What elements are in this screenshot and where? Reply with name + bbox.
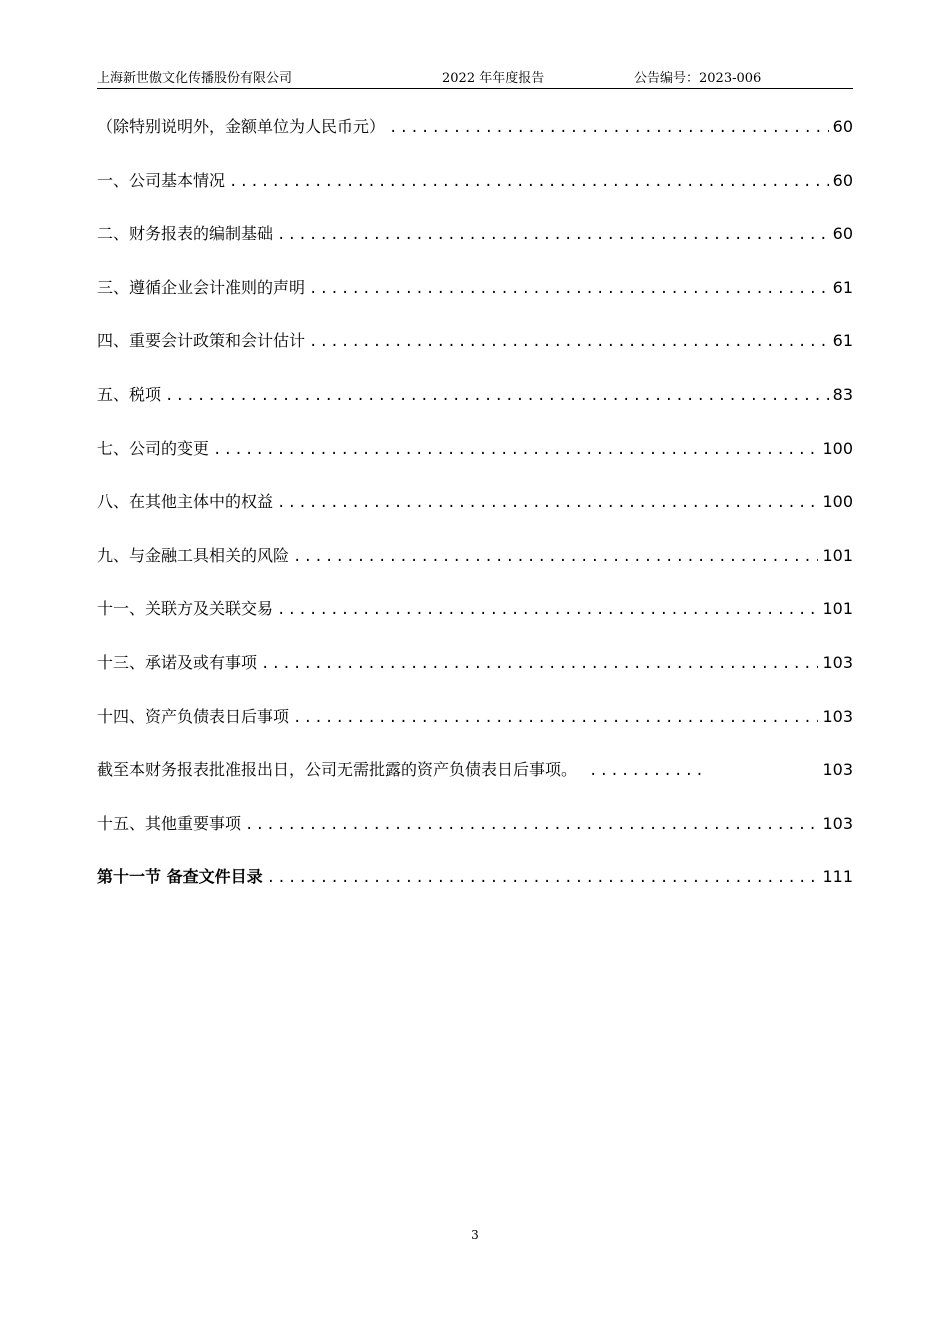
toc-leader-dots — [309, 276, 829, 302]
toc-entry[interactable] — [97, 757, 853, 811]
toc-entry-page: 60 — [832, 224, 853, 244]
toc-entry[interactable] — [97, 221, 853, 275]
toc-leader-dots — [293, 705, 818, 731]
toc-entry-title: 三、遵循企业会计准则的声明 — [97, 277, 306, 297]
toc-entry-title: 十三、承诺及或有事项 — [97, 652, 258, 672]
toc-entry[interactable] — [97, 864, 853, 918]
toc-entry-title: 四、重要会计政策和会计估计 — [97, 331, 306, 351]
toc-leader-dots — [389, 115, 829, 141]
table-of-contents — [97, 114, 853, 918]
toc-leader-dots — [261, 651, 818, 677]
toc-entry-page: 103 — [822, 760, 853, 780]
toc-entry-page: 100 — [822, 492, 853, 512]
toc-entry-page: 111 — [822, 867, 853, 887]
toc-entry-page: 101 — [822, 545, 853, 565]
toc-entry[interactable] — [97, 543, 853, 597]
toc-leader-dots — [309, 329, 829, 355]
toc-entry-page: 103 — [822, 813, 853, 833]
toc-leader-dots — [277, 597, 818, 623]
toc-leader-dots — [213, 437, 818, 463]
toc-entry[interactable] — [97, 114, 853, 168]
toc-entry[interactable] — [97, 328, 853, 382]
toc-entry[interactable] — [97, 382, 853, 436]
toc-entry[interactable] — [97, 436, 853, 490]
toc-entry-title: 二、财务报表的编制基础 — [97, 224, 274, 244]
toc-entry[interactable] — [97, 168, 853, 222]
toc-entry-page: 101 — [822, 599, 853, 619]
toc-leader-dots — [267, 865, 819, 891]
toc-entry-title: 截至本财务报表批准报出日，公司无需批露的资产负债表日后事项。 — [97, 760, 578, 780]
toc-entry-page: 103 — [822, 706, 853, 726]
toc-entry-title: 五、税项 — [97, 384, 162, 404]
toc-entry-title: 一、公司基本情况 — [97, 170, 226, 190]
toc-entry-title: 十一、关联方及关联交易 — [97, 599, 274, 619]
page-number: 3 — [471, 1228, 479, 1242]
toc-entry[interactable] — [97, 704, 853, 758]
toc-leader-dots — [165, 383, 829, 409]
toc-leader-dots — [277, 222, 829, 248]
page-header — [97, 66, 853, 89]
toc-leader-dots — [277, 490, 818, 516]
toc-leader-dots — [245, 812, 818, 838]
toc-entry-title: 十四、资产负债表日后事项 — [97, 706, 290, 726]
toc-entry[interactable] — [97, 811, 853, 865]
toc-entry[interactable] — [97, 650, 853, 704]
toc-leader-dots — [229, 169, 829, 195]
toc-entry-title: 八、在其他主体中的权益 — [97, 492, 274, 512]
toc-entry-page: 103 — [822, 652, 853, 672]
toc-leader-dots — [293, 544, 818, 570]
toc-entry-title: 十五、其他重要事项 — [97, 813, 242, 833]
header-notice-number: 公告编号：2023-006 — [634, 71, 762, 86]
toc-entry-title: 九、与金融工具相关的风险 — [97, 545, 290, 565]
toc-entry-title: 七、公司的变更 — [97, 438, 210, 458]
toc-entry[interactable] — [97, 489, 853, 543]
toc-entry-page: 61 — [832, 331, 853, 351]
toc-leader-dots — [589, 758, 701, 784]
toc-entry[interactable] — [97, 275, 853, 329]
toc-entry-page: 61 — [832, 277, 853, 297]
header-company-name: 上海新世傲文化传播股份有限公司 — [97, 71, 293, 86]
header-report-title: 2022 年年度报告 — [442, 71, 545, 86]
toc-entry-page: 100 — [822, 438, 853, 458]
toc-entry-page: 60 — [832, 117, 853, 136]
toc-entry-title: 第十一节 备查文件目录 — [97, 867, 263, 887]
toc-entry-page: 83 — [832, 384, 853, 404]
toc-entry-page: 60 — [832, 170, 853, 190]
toc-entry-title: （除特别说明外，金额单位为人民币元） — [97, 117, 386, 136]
toc-entry[interactable] — [97, 596, 853, 650]
